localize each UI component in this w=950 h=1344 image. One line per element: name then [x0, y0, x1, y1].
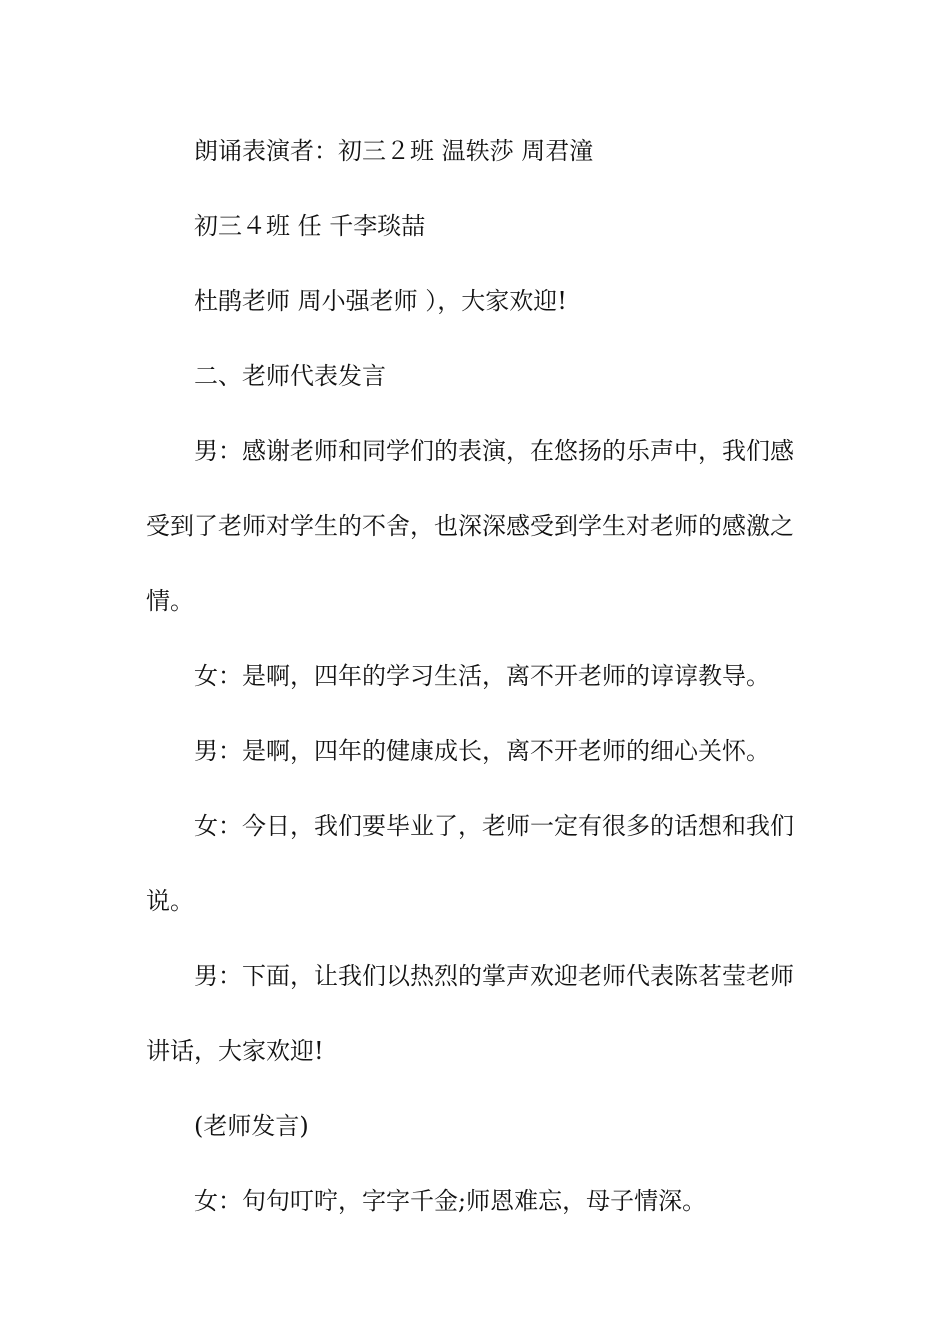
- text-line-male-growth: 男：是啊，四年的健康成长，离不开老师的细心关怀。: [194, 737, 770, 765]
- text-line-male-thanks-end: 情。: [146, 587, 194, 615]
- section-heading-teacher-speech: 二、老师代表发言: [194, 362, 386, 390]
- text-line-male-welcome-teacher: 男：下面，让我们以热烈的掌声欢迎老师代表陈茗莹老师: [194, 962, 794, 990]
- text-line-male-thanks-cont: 受到了老师对学生的不舍，也深深感受到学生对老师的感激之: [146, 512, 794, 540]
- text-line-class-4: 初三４班 任 千李琰喆: [194, 212, 426, 240]
- text-line-female-gratitude: 女：句句叮咛，字字千金;师恩难忘，母子情深。: [194, 1187, 707, 1215]
- text-line-teacher-speech-note: (老师发言): [194, 1112, 309, 1140]
- text-line-female-graduate: 女：今日，我们要毕业了，老师一定有很多的话想和我们: [194, 812, 794, 840]
- text-line-male-thanks: 男：感谢老师和同学们的表演，在悠扬的乐声中，我们感: [194, 437, 794, 465]
- text-line-female-study: 女：是啊，四年的学习生活，离不开老师的谆谆教导。: [194, 662, 770, 690]
- text-line-female-graduate-end: 说。: [146, 887, 194, 915]
- text-line-male-welcome-end: 讲话，大家欢迎!: [146, 1037, 324, 1065]
- text-line-teachers-welcome: 杜鹃老师 周小强老师 ），大家欢迎!: [194, 287, 567, 315]
- text-line-performers: 朗诵表演者：初三２班 温轶莎 周君潼: [194, 137, 594, 165]
